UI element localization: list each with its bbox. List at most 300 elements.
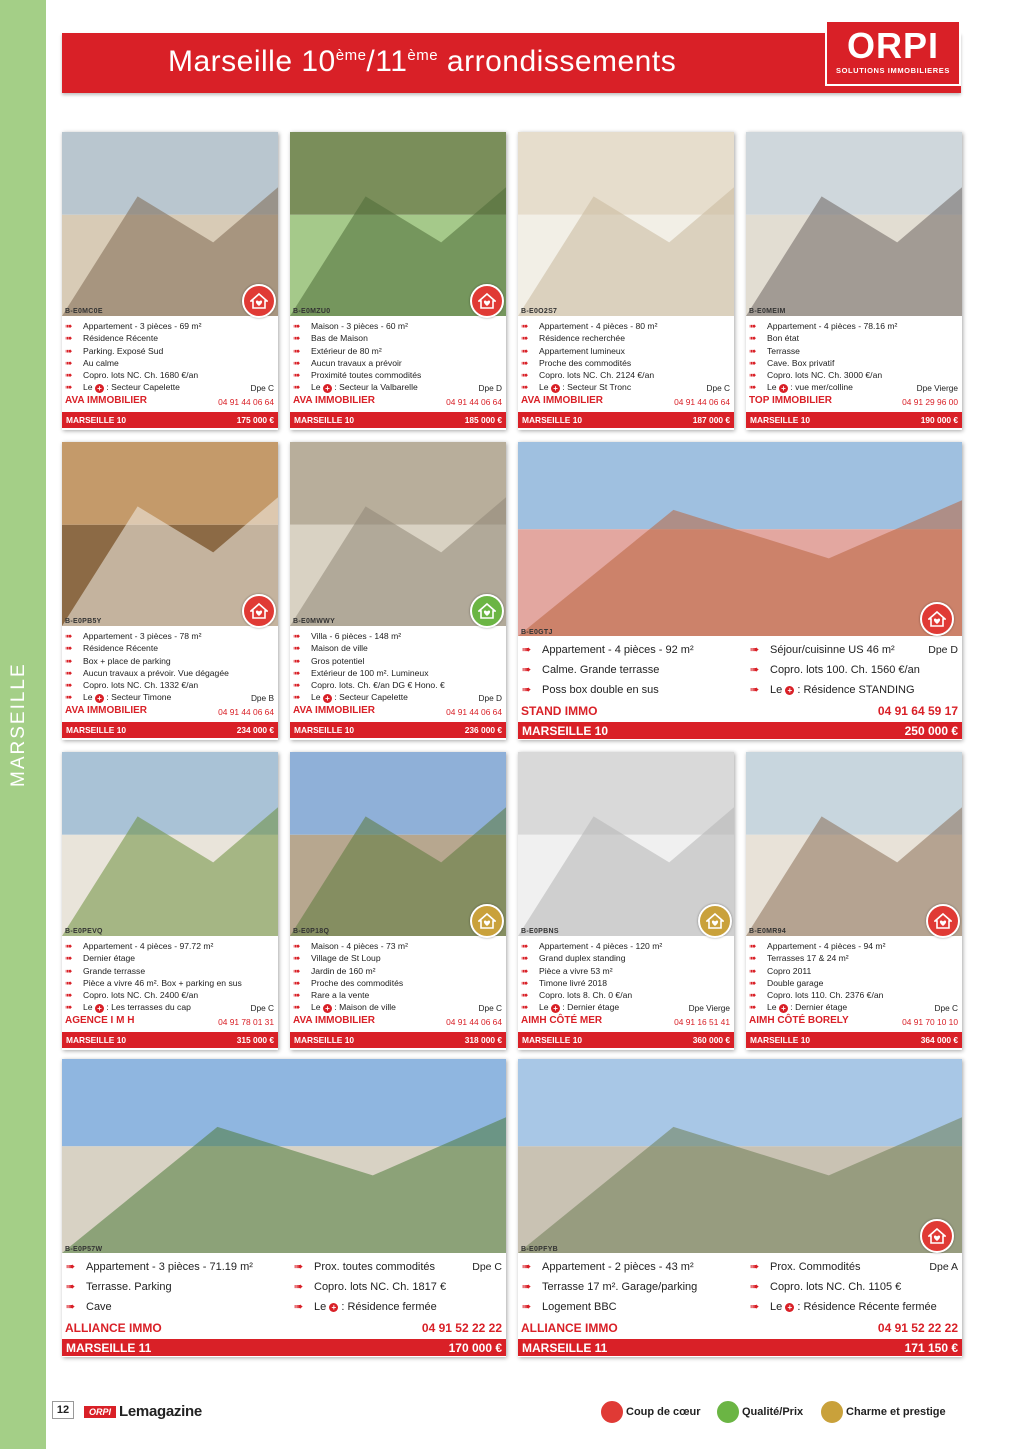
plus-icon: + — [551, 384, 560, 393]
listing-card-wide[interactable] — [518, 1059, 962, 1357]
feature-text: Résidence Récente — [83, 333, 159, 344]
feature-list — [293, 320, 421, 394]
feature-text: Copro 2011 — [767, 965, 812, 976]
arrow-icon: ➠ — [65, 953, 73, 964]
dpe-label: Dpe C — [472, 1261, 502, 1273]
feature-item — [65, 989, 242, 1001]
feature-item — [521, 952, 662, 964]
city-label: MARSEILLE 10 — [294, 415, 355, 425]
feature-item — [65, 655, 229, 667]
price-bar — [518, 412, 734, 428]
feature-text: Jardin de 160 m² — [311, 965, 376, 976]
agency-name[interactable]: AVA IMMOBILIER — [65, 395, 148, 406]
feature-item — [750, 660, 920, 680]
sidebar-strip — [0, 0, 46, 1449]
city-label: MARSEILLE 11 — [522, 1341, 608, 1355]
arrow-icon: ➠ — [522, 664, 532, 676]
plus-icon: + — [323, 384, 332, 393]
badge-house-icon — [242, 594, 276, 628]
feature-item — [749, 345, 897, 357]
agency-name[interactable]: AVA IMMOBILIER — [293, 395, 376, 406]
agency-phone[interactable]: 04 91 44 06 64 — [218, 707, 274, 717]
feature-item-plus — [749, 381, 897, 393]
legend-badge-icon — [716, 1400, 740, 1424]
arrow-icon: ➠ — [522, 644, 532, 656]
price-bar — [290, 722, 506, 738]
feature-text: Proche des commodités — [311, 977, 404, 988]
agency-name[interactable]: ALLIANCE IMMO — [65, 1321, 162, 1335]
plus-text: : vue mer/colline — [787, 382, 853, 393]
price-bar — [62, 412, 278, 428]
listing-ref: B-E0P57W — [65, 1246, 103, 1253]
feature-text: Copro. lots 110. Ch. 2376 €/an — [767, 990, 884, 1001]
feature-text: Terrasse. Parking — [86, 1281, 172, 1293]
agency-name[interactable]: AVA IMMOBILIER — [521, 395, 604, 406]
plus-icon: + — [779, 1004, 788, 1013]
feature-item — [750, 1277, 937, 1297]
feature-item — [65, 369, 201, 381]
feature-text: Cave. Box privatif — [767, 357, 835, 368]
feature-text: Copro. lots NC. Ch. 1680 €/an — [83, 370, 199, 381]
listing-photo[interactable] — [62, 752, 278, 936]
price-bar — [518, 1032, 734, 1048]
plus-text: : Secteur Capelette — [331, 692, 408, 703]
listing-ref: B-E0PB5Y — [65, 618, 102, 625]
arrow-icon: ➠ — [521, 382, 529, 393]
feature-item — [294, 1257, 446, 1277]
plus-prefix: Le — [83, 692, 95, 703]
feature-text: Résidence recherchée — [539, 333, 625, 344]
agency-phone[interactable]: 04 91 44 06 64 — [674, 397, 730, 407]
feature-text: Logement BBC — [542, 1301, 617, 1313]
arrow-icon: ➠ — [293, 692, 301, 703]
arrow-icon: ➠ — [750, 1301, 760, 1313]
feature-text: Appartement - 3 pièces - 78 m² — [83, 631, 202, 641]
feature-item — [293, 940, 408, 952]
feature-text: Appartement - 4 pièces - 120 m² — [539, 941, 663, 951]
feature-text: Maison - 3 pièces - 60 m² — [311, 321, 408, 331]
listing-photo[interactable] — [62, 1059, 506, 1253]
feature-item — [65, 332, 201, 344]
listing-card[interactable] — [746, 132, 962, 430]
plus-text: : Dernier étage — [559, 1002, 620, 1013]
feature-text: Maison de ville — [311, 643, 368, 654]
price-bar — [746, 412, 962, 428]
agency-phone[interactable]: 04 91 44 06 64 — [446, 707, 502, 717]
feature-text: Appartement - 3 pièces - 69 m² — [83, 321, 202, 331]
feature-list — [65, 940, 242, 1014]
arrow-icon: ➠ — [65, 333, 73, 344]
feature-text: Copro. lots NC. Ch. 2124 €/an — [539, 370, 655, 381]
listing-card[interactable] — [518, 132, 734, 430]
feature-item — [293, 320, 421, 332]
arrow-icon: ➠ — [750, 644, 760, 656]
badge-house-icon — [920, 602, 954, 636]
arrow-icon: ➠ — [293, 941, 301, 951]
feature-item — [65, 630, 229, 642]
dpe-label: Dpe C — [250, 1003, 274, 1013]
feature-item-plus — [65, 691, 229, 703]
dpe-label: Dpe D — [928, 644, 958, 656]
feature-item — [66, 1257, 253, 1277]
feature-item-plus — [521, 1001, 662, 1013]
feature-text: Rare a la vente — [311, 990, 370, 1001]
listing-card[interactable] — [518, 752, 734, 1050]
city-label: MARSEILLE 10 — [66, 415, 127, 425]
listing-photo[interactable] — [518, 1059, 962, 1253]
orpi-logo — [825, 20, 961, 86]
feature-text: Box + place de parking — [83, 655, 171, 666]
feature-text: Appartement - 4 pièces - 97.72 m² — [83, 941, 214, 951]
badge-house-icon — [470, 284, 504, 318]
feature-item — [521, 940, 662, 952]
price-bar — [62, 1032, 278, 1048]
plus-prefix: Le — [770, 684, 786, 696]
plus-text: : Les terrasses du cap — [103, 1002, 191, 1013]
feature-text: Timone livré 2018 — [539, 977, 607, 988]
feature-text: Copro. lots NC. Ch. 3000 €/an — [767, 370, 883, 381]
arrow-icon: ➠ — [293, 680, 301, 691]
arrow-icon: ➠ — [750, 664, 760, 676]
feature-text: Appartement - 4 pièces - 92 m² — [542, 644, 694, 656]
plus-icon: + — [551, 1004, 560, 1013]
agency-phone[interactable]: 04 91 70 10 10 — [902, 1017, 958, 1027]
listing-card[interactable] — [62, 442, 278, 740]
listing-ref: B-E0P18Q — [293, 928, 330, 935]
dpe-label: Dpe Vierge — [916, 383, 958, 393]
agency-phone[interactable]: 04 91 44 06 64 — [446, 1017, 502, 1027]
arrow-icon: ➠ — [293, 990, 301, 1001]
arrow-icon: ➠ — [293, 345, 301, 356]
listing-ref: B-E0PBNS — [521, 928, 559, 935]
brand-word: Lemagazine — [119, 1403, 202, 1420]
feature-item — [522, 660, 694, 680]
feature-text: Aucun travaux a prévoir — [311, 357, 402, 368]
arrow-icon: ➠ — [522, 1301, 532, 1313]
feature-text: Copro. lots NC. Ch. 1332 €/an — [83, 680, 199, 691]
plus-text: : Résidence Récente fermée — [794, 1301, 937, 1313]
listing-ref: B-E0O2S7 — [521, 308, 558, 315]
feature-item — [294, 1277, 446, 1297]
arrow-icon: ➠ — [293, 643, 301, 654]
arrow-icon: ➠ — [65, 321, 73, 331]
plus-prefix: Le — [539, 1002, 551, 1013]
feature-list — [293, 940, 408, 1014]
feature-text: Appartement lumineux — [539, 345, 625, 356]
plus-icon: + — [779, 384, 788, 393]
listing-ref: B-E0PEVQ — [65, 928, 103, 935]
feature-item — [521, 369, 657, 381]
price-label: 170 000 € — [448, 1341, 502, 1355]
feature-item-plus — [749, 1001, 885, 1013]
arrow-icon: ➠ — [66, 1301, 76, 1313]
arrow-icon: ➠ — [521, 990, 529, 1001]
feature-item — [65, 940, 242, 952]
dpe-label: Dpe D — [478, 383, 502, 393]
feature-item-plus — [65, 1001, 242, 1013]
plus-prefix: Le — [767, 382, 779, 393]
feature-text: Terrasse — [767, 345, 800, 356]
agency-phone[interactable]: 04 91 52 22 22 — [421, 1321, 502, 1335]
arrow-icon: ➠ — [521, 953, 529, 964]
arrow-icon: ➠ — [749, 333, 757, 344]
feature-item — [522, 1297, 697, 1317]
agency-name[interactable]: AVA IMMOBILIER — [293, 1015, 376, 1026]
arrow-icon: ➠ — [749, 941, 757, 951]
feature-text: Poss box double en sus — [542, 684, 659, 696]
city-label: MARSEILLE 10 — [522, 1035, 583, 1045]
feature-item — [522, 1277, 697, 1297]
price-bar — [746, 1032, 962, 1048]
dpe-label: Dpe B — [250, 693, 274, 703]
price-bar — [290, 1032, 506, 1048]
feature-text: Maison - 4 pièces - 73 m² — [311, 941, 408, 951]
plus-prefix: Le — [314, 1301, 330, 1313]
city-label: MARSEILLE 10 — [66, 1035, 127, 1045]
feature-item-plus — [65, 381, 201, 393]
arrow-icon: ➠ — [65, 655, 73, 666]
feature-text: Grande terrasse — [83, 965, 146, 976]
city-label: MARSEILLE 10 — [750, 415, 811, 425]
feature-text: Prox. Commodités — [770, 1261, 861, 1273]
feature-text: Séjour/cuisinne US 46 m² — [770, 644, 895, 656]
feature-text: Cave — [86, 1301, 112, 1313]
feature-item — [749, 332, 897, 344]
arrow-icon: ➠ — [65, 680, 73, 691]
listing-card[interactable] — [62, 132, 278, 430]
city-label: MARSEILLE 10 — [66, 725, 127, 735]
feature-item — [65, 345, 201, 357]
arrow-icon: ➠ — [65, 357, 73, 368]
feature-item — [749, 940, 885, 952]
arrow-icon: ➠ — [65, 667, 73, 678]
feature-item — [293, 655, 445, 667]
feature-item — [65, 965, 242, 977]
legend-badge-icon — [600, 1400, 624, 1424]
arrow-icon: ➠ — [521, 321, 529, 331]
price-bar — [62, 722, 278, 738]
listing-card[interactable] — [290, 442, 506, 740]
feature-item — [293, 357, 421, 369]
feature-list-right — [750, 1257, 937, 1317]
arrow-icon: ➠ — [521, 977, 529, 988]
feature-text: Appartement - 4 pièces - 80 m² — [539, 321, 658, 331]
feature-item — [293, 679, 445, 691]
feature-text: Bon état — [767, 333, 800, 344]
feature-item — [749, 989, 885, 1001]
feature-item — [749, 977, 885, 989]
feature-text: Calme. Grande terrasse — [542, 664, 660, 676]
arrow-icon: ➠ — [293, 631, 301, 641]
feature-item — [293, 667, 445, 679]
arrow-icon: ➠ — [294, 1281, 304, 1293]
listing-photo[interactable] — [518, 132, 734, 316]
feature-list — [521, 320, 657, 394]
price-bar — [518, 1339, 962, 1356]
legend-badge-icon — [820, 1400, 844, 1424]
legend-label: Coup de cœur — [626, 1406, 701, 1418]
listing-card[interactable] — [290, 752, 506, 1050]
price-label: 171 150 € — [904, 1341, 958, 1355]
feature-list-left — [522, 1257, 697, 1317]
feature-item — [293, 345, 421, 357]
agency-name[interactable]: AIMH CÔTÉ BORELY — [749, 1015, 849, 1026]
feature-item — [750, 1257, 937, 1277]
plus-text: : Secteur St Tronc — [559, 382, 632, 393]
agency-name[interactable]: STAND IMMO — [521, 704, 598, 718]
feature-text: Copro. lots NC. Ch. 1105 € — [770, 1281, 902, 1293]
badge-house-icon — [470, 904, 504, 938]
arrow-icon: ➠ — [65, 643, 73, 654]
agency-name[interactable]: AVA IMMOBILIER — [293, 705, 376, 716]
price-label: 234 000 € — [236, 725, 274, 735]
feature-list-left — [522, 640, 694, 700]
feature-item — [65, 977, 242, 989]
arrow-icon: ➠ — [521, 333, 529, 344]
feature-item-plus — [293, 691, 445, 703]
agency-name[interactable]: AIMH CÔTÉ MER — [521, 1015, 603, 1026]
agency-phone[interactable]: 04 91 44 06 64 — [446, 397, 502, 407]
arrow-icon: ➠ — [749, 345, 757, 356]
feature-list — [65, 630, 229, 704]
agency-name[interactable]: AGENCE I M H — [65, 1015, 135, 1026]
listing-card-wide[interactable] — [62, 1059, 506, 1357]
agency-name[interactable]: AVA IMMOBILIER — [65, 705, 148, 716]
feature-item — [66, 1297, 253, 1317]
feature-item — [293, 630, 445, 642]
arrow-icon: ➠ — [65, 941, 73, 951]
plus-prefix: Le — [311, 382, 323, 393]
feature-item — [522, 680, 694, 700]
feature-text: Copro. lots NC. Ch. 1817 € — [314, 1281, 447, 1293]
feature-item — [749, 965, 885, 977]
feature-text: Gros potentiel — [311, 655, 365, 666]
listing-card[interactable] — [62, 752, 278, 1050]
city-label: MARSEILLE 10 — [522, 415, 583, 425]
listing-card-wide[interactable] — [518, 442, 962, 740]
arrow-icon: ➠ — [65, 370, 73, 381]
arrow-icon: ➠ — [293, 977, 301, 988]
feature-text: Terrasse 17 m². Garage/parking — [542, 1281, 698, 1293]
arrow-icon: ➠ — [293, 965, 301, 976]
plus-icon: + — [95, 1004, 104, 1013]
listing-card[interactable] — [290, 132, 506, 430]
legend-label: Charme et prestige — [846, 1406, 946, 1418]
arrow-icon: ➠ — [293, 370, 301, 381]
arrow-icon: ➠ — [65, 631, 73, 641]
arrow-icon: ➠ — [65, 345, 73, 356]
price-label: 187 000 € — [692, 415, 730, 425]
agency-phone[interactable]: 04 91 52 22 22 — [877, 1321, 958, 1335]
dpe-label: Dpe D — [478, 693, 502, 703]
city-label: MARSEILLE 10 — [522, 724, 609, 738]
plus-icon: + — [95, 694, 104, 703]
agency-phone[interactable]: 04 91 29 96 00 — [902, 397, 958, 407]
feature-item — [293, 977, 408, 989]
plus-text: : Secteur Capelette — [103, 382, 180, 393]
arrow-icon: ➠ — [521, 965, 529, 976]
plus-text: : Résidence fermée — [338, 1301, 437, 1313]
arrow-icon: ➠ — [749, 321, 757, 331]
arrow-icon: ➠ — [749, 370, 757, 381]
listing-photo[interactable] — [746, 132, 962, 316]
feature-text: Proche des commodités — [539, 357, 632, 368]
plus-prefix: Le — [770, 1301, 786, 1313]
feature-text: Dernier étage — [83, 953, 136, 964]
badge-house-icon — [242, 284, 276, 318]
feature-item — [521, 965, 662, 977]
price-bar — [62, 1339, 506, 1356]
agency-phone[interactable]: 04 91 44 06 64 — [218, 397, 274, 407]
price-label: 315 000 € — [236, 1035, 274, 1045]
feature-item — [750, 640, 920, 660]
plus-text: : Secteur la Valbarelle — [331, 382, 418, 393]
price-bar — [290, 412, 506, 428]
plus-prefix: Le — [83, 1002, 95, 1013]
price-label: 236 000 € — [464, 725, 502, 735]
arrow-icon: ➠ — [293, 333, 301, 344]
feature-text: Aucun travaux a prévoir. Vue dégagée — [83, 667, 229, 678]
price-label: 250 000 € — [904, 724, 958, 738]
feature-text: Copro. lots 8. Ch. 0 €/an — [539, 990, 633, 1001]
plus-icon: + — [785, 686, 794, 695]
plus-prefix: Le — [767, 1002, 779, 1013]
feature-item — [522, 1257, 697, 1277]
arrow-icon: ➠ — [293, 357, 301, 368]
page-number: 12 — [52, 1401, 74, 1419]
feature-item — [66, 1277, 253, 1297]
feature-item — [293, 965, 408, 977]
feature-text: Double garage — [767, 977, 824, 988]
feature-item — [65, 320, 201, 332]
feature-item — [749, 952, 885, 964]
agency-phone[interactable]: 04 91 64 59 17 — [877, 704, 958, 718]
feature-item — [65, 952, 242, 964]
agency-name[interactable]: ALLIANCE IMMO — [521, 1321, 618, 1335]
agency-phone[interactable]: 04 91 78 01 31 — [218, 1017, 274, 1027]
agency-name[interactable]: TOP IMMOBILIER — [749, 395, 832, 406]
feature-item — [65, 667, 229, 679]
feature-text: Copro. lots NC. Ch. 2400 €/an — [83, 990, 199, 1001]
badge-house-icon — [920, 1219, 954, 1253]
feature-text: Pièce a vivre 53 m² — [539, 965, 613, 976]
feature-text: Proximité toutes commodités — [311, 370, 422, 381]
dpe-label: Dpe Vierge — [688, 1003, 730, 1013]
listing-ref: B-E0MZU0 — [293, 308, 331, 315]
arrow-icon: ➠ — [749, 382, 757, 393]
feature-item — [65, 357, 201, 369]
listing-photo[interactable] — [518, 442, 962, 636]
page-title: Marseille 10ème/11ème arrondissements — [168, 45, 677, 78]
agency-phone[interactable]: 04 91 16 51 41 — [674, 1017, 730, 1027]
feature-text: Bas de Maison — [311, 333, 368, 344]
logo-subtitle: SOLUTIONS IMMOBILIERES — [835, 66, 951, 75]
plus-text: : Dernier étage — [787, 1002, 848, 1013]
feature-text: Parking. Exposé Sud — [83, 345, 164, 356]
arrow-icon: ➠ — [65, 382, 73, 393]
feature-list — [65, 320, 201, 394]
arrow-icon: ➠ — [749, 977, 757, 988]
feature-item — [749, 369, 897, 381]
sidebar-label: MARSEILLE — [8, 662, 29, 788]
arrow-icon: ➠ — [294, 1261, 304, 1273]
arrow-icon: ➠ — [749, 965, 757, 976]
listing-card[interactable] — [746, 752, 962, 1050]
plus-text: : Résidence STANDING — [794, 684, 915, 696]
feature-list-right — [294, 1257, 446, 1317]
arrow-icon: ➠ — [749, 953, 757, 964]
arrow-icon: ➠ — [293, 655, 301, 666]
